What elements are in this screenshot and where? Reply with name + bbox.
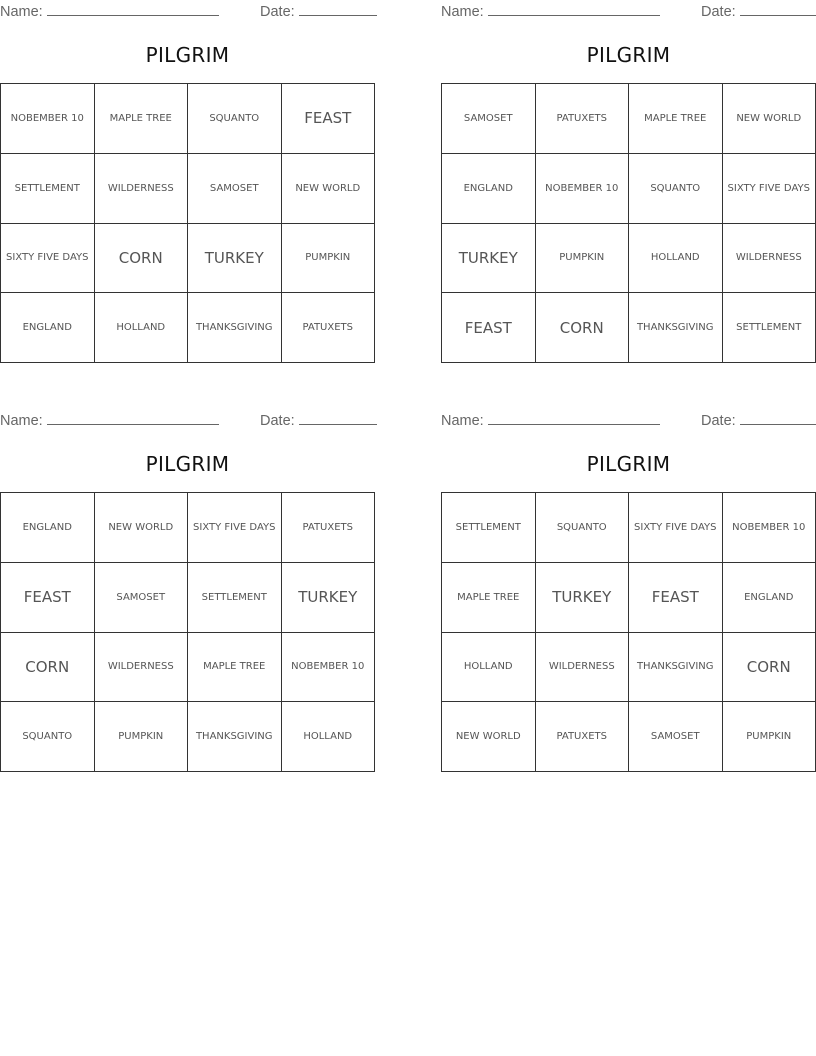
name-blank-line [488,411,660,425]
bingo-cell: ENGLAND [1,293,95,363]
bingo-cell: SAMOSET [188,154,282,224]
name-field [0,2,219,20]
bingo-grid [441,83,816,363]
bingo-cell: HOLLAND [95,293,189,363]
name-label: Name: [0,413,43,429]
bingo-cell: FEAST [1,563,95,633]
name-blank-line [47,411,219,425]
bingo-cell: PUMPKIN [95,702,189,772]
bingo-cell: NOBEMBER 10 [1,84,95,154]
bingo-cell: SQUANTO [536,493,630,563]
bingo-cell: PATUXETS [282,493,376,563]
name-date-row [441,409,816,429]
bingo-cell: HOLLAND [629,224,723,294]
bingo-grid [0,83,375,363]
bingo-cell: MAPLE TREE [442,563,536,633]
bingo-cell: THANKSGIVING [629,293,723,363]
name-field [0,411,219,429]
bingo-cell: WILDERNESS [723,224,816,294]
bingo-cell: HOLLAND [442,633,536,703]
bingo-cell: PUMPKIN [536,224,630,294]
card-title: PILGRIM [586,452,671,476]
bingo-cell: NEW WORLD [282,154,376,224]
bingo-cell: NEW WORLD [442,702,536,772]
name-label: Name: [0,4,43,20]
bingo-cell: NEW WORLD [723,84,816,154]
name-date-row [441,0,816,20]
bingo-cell: MAPLE TREE [95,84,189,154]
bingo-card [441,0,816,337]
bingo-cell: PATUXETS [536,702,630,772]
bingo-cell: TURKEY [188,224,282,294]
bingo-cell: FEAST [629,563,723,633]
bingo-cell: SIXTY FIVE DAYS [188,493,282,563]
bingo-cell: MAPLE TREE [188,633,282,703]
name-label: Name: [441,4,484,20]
bingo-card [0,0,375,334]
card-title: PILGRIM [145,43,230,67]
bingo-cell: WILDERNESS [95,633,189,703]
date-field [260,2,377,20]
date-label: Date: [701,413,736,429]
bingo-card [441,409,816,743]
bingo-cell: WILDERNESS [95,154,189,224]
bingo-grid [441,492,816,772]
card-title: PILGRIM [586,43,671,67]
bingo-cell: PUMPKIN [723,702,816,772]
bingo-cell: NOBEMBER 10 [723,493,816,563]
name-date-row [0,0,375,20]
bingo-cell: SETTLEMENT [723,293,816,363]
bingo-cell: ENGLAND [723,563,816,633]
bingo-cell: TURKEY [442,224,536,294]
date-label: Date: [260,4,295,20]
bingo-cell: MAPLE TREE [629,84,723,154]
bingo-card [0,409,375,743]
bingo-cell: ENGLAND [442,154,536,224]
bingo-cell: SQUANTO [629,154,723,224]
bingo-cell: SIXTY FIVE DAYS [1,224,95,294]
bingo-cell: SQUANTO [1,702,95,772]
bingo-cell: CORN [95,224,189,294]
date-blank-line [740,411,816,425]
bingo-cell: FEAST [442,293,536,363]
bingo-cell: CORN [723,633,816,703]
date-field [260,411,377,429]
bingo-cell: SAMOSET [442,84,536,154]
bingo-cell: PATUXETS [536,84,630,154]
bingo-cell: SAMOSET [95,563,189,633]
bingo-cell: SQUANTO [188,84,282,154]
bingo-cell: NOBEMBER 10 [536,154,630,224]
bingo-cell: THANKSGIVING [188,293,282,363]
date-label: Date: [701,4,736,20]
name-blank-line [488,2,660,16]
bingo-grid [0,492,375,772]
bingo-cell: CORN [1,633,95,703]
bingo-cell: FEAST [282,84,376,154]
bingo-cell: NOBEMBER 10 [282,633,376,703]
bingo-cell: HOLLAND [282,702,376,772]
bingo-cell: TURKEY [282,563,376,633]
bingo-cell: WILDERNESS [536,633,630,703]
bingo-cell: NEW WORLD [95,493,189,563]
bingo-cell: SETTLEMENT [1,154,95,224]
bingo-cell: PATUXETS [282,293,376,363]
date-field [701,411,816,429]
name-date-row [0,409,375,429]
bingo-cell: SIXTY FIVE DAYS [629,493,723,563]
bingo-cell: THANKSGIVING [629,633,723,703]
card-title: PILGRIM [145,452,230,476]
bingo-cell: TURKEY [536,563,630,633]
bingo-cell: SETTLEMENT [442,493,536,563]
name-label: Name: [441,413,484,429]
bingo-cell: CORN [536,293,630,363]
date-blank-line [299,2,377,16]
date-blank-line [740,2,816,16]
bingo-cell: THANKSGIVING [188,702,282,772]
bingo-cell: ENGLAND [1,493,95,563]
date-label: Date: [260,413,295,429]
bingo-cell: SAMOSET [629,702,723,772]
name-field [441,411,660,429]
bingo-cell: SIXTY FIVE DAYS [723,154,816,224]
date-field [701,2,816,20]
name-blank-line [47,2,219,16]
bingo-cell: SETTLEMENT [188,563,282,633]
date-blank-line [299,411,377,425]
name-field [441,2,660,20]
bingo-cell: PUMPKIN [282,224,376,294]
